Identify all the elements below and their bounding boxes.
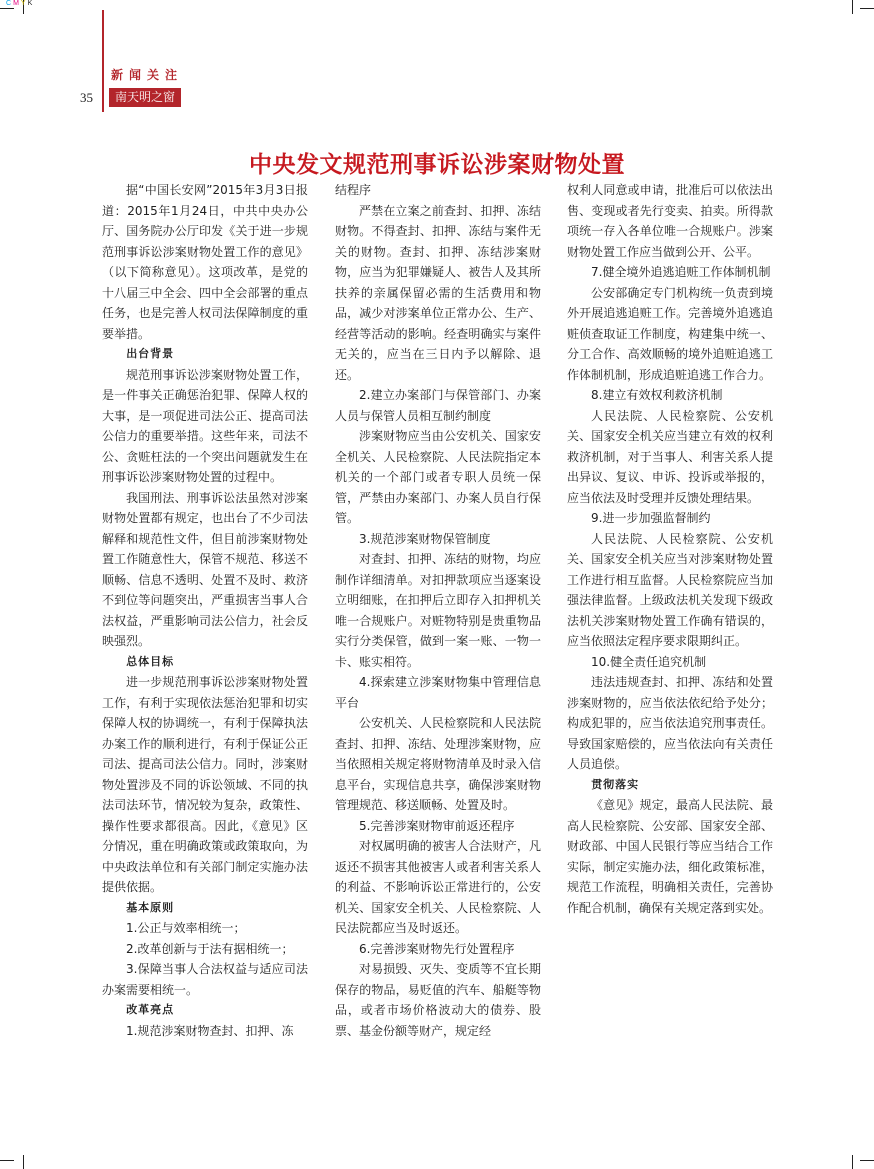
highlight-heading: 4.探索建立涉案财物集中管理信息平台 [335,675,541,710]
paragraph-continued: 权利人同意或申请，批准后可以依法出售、变现或者先行变卖、拍卖。所得款项统一存入各单位唯一合规账户。涉案财物处置工作应当做到公开、公平。 [567,183,773,259]
highlight-heading: 1.规范涉案财物查封、扣押、冻 [126,1023,294,1038]
paragraph: 违法违规查封、扣押、冻结和处置涉案财物的，应当依法依纪给予处分；构成犯罪的，应当依法追究刑事责任。导致国家赔偿的，应当依法向有关责任人员追偿。 [567,675,773,771]
paragraph: 严禁在立案之前查封、扣押、冻结财物。不得查封、扣押、冻结与案件无关的财物。查封、扣押、冻结涉案财物，应当为犯罪嫌疑人、被告人及其所扶养的亲属保留必需的生活费用和物品，减少对涉案单位正常办公、生产、经营等活动的影响。经查明确实与案件无关的，应当在三日内予以解除、退还。 [335,203,541,382]
cmyk-y: Y [20,0,28,7]
cmyk-m: M [13,0,21,7]
subheading: 总体目标 [126,654,175,668]
paragraph: 《意见》规定，最高人民法院、最高人民检察院、公安部、国家安全部、财政部、中国人民银行等应当结合工作实际，制定实施办法，细化政策标准，规范工作流程，明确相关责任，完善协作配合机制，确保有关规定落到实处。 [567,798,773,915]
paragraph: 据“中国长安网”2015年3月3日报道：2015年1月24日，中共中央办公厅、国务院办公厅印发《关于进一步规范刑事诉讼涉案财物处置工作的意见》（以下简称意见）。这项改革，是党的十八届三中全会、四中全会部署的重点任务，也是完善人权司法保障制度的重要举措。 [102,183,308,341]
subheading: 基本原则 [126,900,175,914]
paragraph: 规范刑事诉讼涉案财物处置工作，是一件事关正确惩治犯罪、保障人权的大事，是一项促进司法公正、提高司法公信力的重要举措。这些年来，司法不公、贪赃枉法的一个突出问题就发生在刑事诉讼涉案财物处置的过程中。 [102,367,308,484]
subheading: 贯彻落实 [591,777,640,791]
principle-item: 3.保障当事人合法权益与适应司法办案需要相统一。 [102,962,308,997]
column-badge: 南天明之窗 [109,88,181,107]
paragraph: 我国刑法、刑事诉讼法虽然对涉案财物处置都有规定，也出台了不少司法解释和规范性文件，但目前涉案财物处置工作随意性大，保管不规范、移送不顺畅、信息不透明、处置不及时、救济不到位等问题突出，严重损害当事人合法权益，严重影响司法公信力，社会反映强烈。 [102,490,308,648]
crop-mark [0,1160,14,1161]
highlight-heading: 5.完善涉案财物审前返还程序 [359,818,515,833]
crop-mark [860,8,874,9]
highlight-heading: 10.健全责任追究机制 [591,654,707,669]
paragraph: 公安部确定专门机构统一负责到境外开展追逃追赃工作。完善境外追逃追赃侦查取证工作制度，构建集中统一、分工合作、高效顺畅的境外追赃追逃工作体制机制，形成追赃追逃工作合力。 [567,285,773,382]
highlight-heading: 7.健全境外追逃追赃工作体制机制 [591,265,771,279]
paragraph: 对查封、扣押、冻结的财物，均应制作详细清单。对扣押款项应当逐案设立明细账，在扣押后立即存入扣押机关唯一合规账户。对赃物特别是贵重物品实行分类保管，做到一案一账、一物一卡、账实相符。 [335,552,541,669]
section-label: 新闻关注 [111,68,184,82]
crop-mark [852,1155,853,1169]
paragraph: 对易损毁、灭失、变质等不宜长期保存的物品，易贬值的汽车、船艇等物品，或者市场价格波动大的债券、股票、基金份额等财产，规定经 [335,962,541,1038]
crop-mark [860,1160,874,1161]
paragraph: 人民法院、人民检察院、公安机关、国家安全机关应当对涉案财物处置工作进行相互监督。人民检察院应当加强法律监督。上级政法机关发现下级政法机关涉案财物处置工作确有错误的，应当依照法定程序要求限期纠正。 [567,531,773,648]
highlight-heading: 8.建立有效权利救济机制 [591,388,723,402]
principle-item: 2.改革创新与于法有据相统一； [126,941,294,956]
highlight-heading: 2.建立办案部门与保管部门、办案人员与保管人员相互制约制度 [335,388,541,423]
highlight-heading-continued: 结程序 [335,183,372,197]
crop-mark [0,8,14,9]
paragraph: 公安机关、人民检察院和人民法院查封、扣押、冻结、处理涉案财物，应当依照相关规定将财物清单及时录入信息平台，实现信息共享，确保涉案财物管理规范、移送顺畅、处置及时。 [335,716,541,812]
highlight-heading: 6.完善涉案财物先行处置程序 [359,941,515,956]
article-column-2 [335,180,541,1041]
article-column-1 [102,180,308,1041]
paragraph: 涉案财物应当由公安机关、国家安全机关、人民检察院、人民法院指定本机关的一个部门或者专职人员统一保管，严禁由办案部门、办案人员自行保管。 [335,429,541,525]
cmyk-k: K [27,0,35,7]
page-number: 35 [80,90,93,105]
subheading: 出台背景 [126,347,175,360]
principle-item: 1.公正与效率相统一； [126,921,246,935]
crop-mark [23,1155,24,1169]
article-column-3 [567,180,773,918]
subheading: 改革亮点 [126,1003,175,1016]
paragraph: 人民法院、人民检察院、公安机关、国家安全机关应当建立有效的权利救济机制，对于当事人、利害关系人提出异议、复议、申诉、投诉或举报的，应当依法及时受理并反馈处理结果。 [567,408,773,505]
paragraph: 进一步规范刑事诉讼涉案财物处置工作，有利于实现依法惩治犯罪和切实保障人权的协调统一，有利于保障执法办案工作的顺利进行，有利于保证公正司法、提高司法公信力。同时，涉案财物处置涉及不同的诉讼领域、不同的执法司法环节，情况较为复杂，政策性、操作性要求都很高。因此，《意见》区分情况，重在明确政策或政策取向，为中央政法单位和有关部门制定实施办法提供依据。 [102,675,308,894]
highlight-heading: 9.进一步加强监督制约 [591,511,711,525]
article-title: 中央发文规范刑事诉讼涉案财物处置 [249,152,625,178]
color-registration-marks [6,0,34,7]
header-divider [102,10,104,112]
cmyk-c: C [6,0,14,7]
highlight-heading: 3.规范涉案财物保管制度 [359,531,491,546]
paragraph: 对权属明确的被害人合法财产，凡返还不损害其他被害人或者利害关系人的利益、不影响诉讼正常进行的，公安机关、国家安全机关、人民检察院、人民法院都应当及时返还。 [335,839,541,935]
crop-mark [852,0,853,14]
